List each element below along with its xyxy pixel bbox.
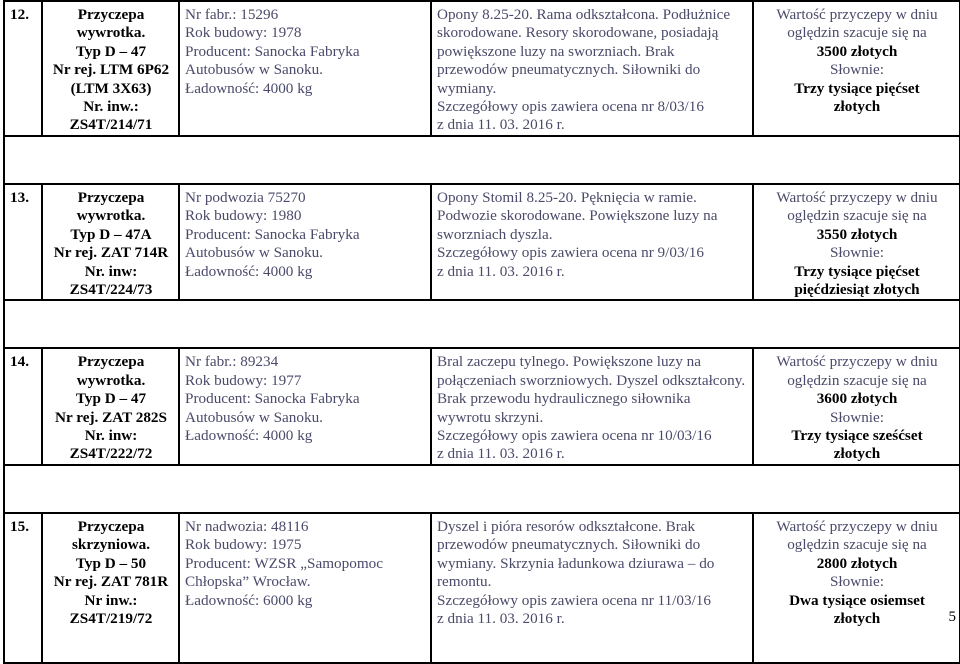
valuation-words-label: Słownie: [829,408,884,426]
item-valuation [753,1,960,136]
tech-line: Ładowność: 4000 kg [185,427,313,445]
description-line: z dnia 11. 03. 2016 r. [437,609,565,627]
title-line: Nr. inw: [84,427,138,445]
tech-line: Rok budowy: 1975 [185,536,302,554]
title-line: Typ D – 47 [75,390,147,408]
title-line: wywrotka. [76,371,146,389]
title-line: Nr rej. LTM 6P62 [52,61,170,79]
row-separator [4,300,960,348]
tech-line: Nr nadwozia: 48116 [185,517,309,535]
item-title [42,1,179,136]
item-technical-data [179,184,431,300]
title-line: ZS4T/224/73 [69,281,153,299]
valuation-words: pięćdziesiąt złotych [794,281,920,299]
row-separator [4,465,960,513]
tech-line: Nr fabr.: 15296 [185,6,279,23]
valuation-words: złotych [833,609,881,627]
separator-cell [4,300,960,348]
tech-line: Producent: WZSR „Samopomoc [185,554,383,572]
item-title [42,513,179,663]
valuation-text: oględzin szacuje się na [787,371,927,389]
description-line: Bral zaczepu tylnego. Powiększone luzy na połączeniach sworzniowych. Dyszel odkształcony. Brak przewodu hydraulicznego siłownika wywrotu skrzyni. [437,353,746,426]
description-line: Opony Stomil 8.25-20. Pęknięcia w ramie. Podwozie skorodowane. Powiększone luzy na sworzniach dyszla. [437,189,718,243]
title-line: skrzyniowa. [71,536,151,554]
tech-line: Ładowność: 4000 kg [185,262,313,280]
title-line: Nr rej. ZAT 714R [53,244,169,262]
item-number: 13. [4,184,42,300]
title-line: Przyczepa [77,189,145,206]
title-line: wywrotka. [76,24,146,42]
item-condition-description [431,348,753,464]
title-line: Przyczepa [77,353,145,371]
tech-line: Chłopska” Wrocław. [185,573,311,591]
title-line: ZS4T/219/72 [69,609,153,627]
assets-table [3,0,960,664]
tech-line: Nr fabr.: 89234 [185,353,279,371]
valuation-amount: 3500 złotych [816,42,898,60]
table-row [4,513,960,663]
description-line: Szczegółowy opis zawiera ocena nr 10/03/16 [437,427,712,445]
valuation-text: Wartość przyczepy w dniu [776,353,938,371]
valuation-words: Dwa tysiące osiemset [789,591,925,609]
tech-line: Producent: Sanocka Fabryka [185,42,360,60]
title-line: Nr rej. ZAT 781R [53,573,169,591]
description-line: z dnia 11. 03. 2016 r. [437,116,565,134]
table-row [4,184,960,300]
valuation-words: Trzy tysiące pięćset [794,79,920,97]
title-line: ZS4T/222/72 [69,445,153,463]
description-line: Szczegółowy opis zawiera ocena nr 9/03/16 [437,244,704,262]
tech-line: Autobusów w Sanoku. [185,244,323,262]
tech-line: Ładowność: 6000 kg [185,591,313,609]
valuation-words: Trzy tysiące pięćset [794,262,920,280]
valuation-words-label: Słownie: [829,573,884,591]
tech-line: Rok budowy: 1978 [185,24,302,42]
item-valuation [753,184,960,300]
separator-cell [4,136,960,184]
valuation-text: Wartość przyczepy w dniu [776,517,938,535]
valuation-words: złotych [833,98,881,116]
table-row [4,1,960,136]
valuation-text: Wartość przyczepy w dniu [776,189,938,206]
table-row [4,348,960,464]
title-line: Nr rej. ZAT 282S [55,408,167,426]
item-number: 14. [4,348,42,464]
item-number: 15. [4,513,42,663]
valuation-text: oględzin szacuje się na [787,207,927,225]
title-line: Nr inw.: [84,591,138,609]
item-title [42,184,179,300]
tech-line: Rok budowy: 1980 [185,207,302,225]
title-line: Przyczepa [77,517,145,535]
valuation-words: Trzy tysiące sześćset [791,427,923,445]
description-line: z dnia 11. 03. 2016 r. [437,445,565,463]
valuation-words: złotych [833,445,881,463]
valuation-amount: 3600 złotych [816,390,898,408]
title-line: Typ D – 47A [70,225,152,243]
valuation-text: oględzin szacuje się na [787,536,927,554]
description-line: Dyszel i pióra resorów odkształcone. Brak przewodów pneumatycznych. Siłowniki do wymiany. Skrzynia ładunkowa dziurawa – do remontu. [437,517,715,591]
separator-cell [4,465,960,513]
description-line: z dnia 11. 03. 2016 r. [437,262,565,280]
table-body [4,1,960,663]
item-condition-description [431,513,753,663]
valuation-words-label: Słownie: [829,61,884,79]
title-line: Przyczepa [77,6,145,23]
item-valuation [753,513,960,663]
tech-line: Autobusów w Sanoku. [185,61,323,79]
item-technical-data [179,1,431,136]
description-line: Szczegółowy opis zawiera ocena nr 11/03/16 [437,591,711,609]
tech-line: Ładowność: 4000 kg [185,79,313,97]
description-line: Opony 8.25-20. Rama odkształcona. Podłużnice skorodowane. Resory skorodowane, posiadają powiększone luzy na sworzniach. Brak przewodów pneumatycznych. Siłowniki do wymiany. [437,6,731,97]
valuation-amount: 2800 złotych [816,554,898,572]
item-technical-data [179,513,431,663]
tech-line: Nr podwozia 75270 [185,189,306,206]
item-valuation [753,348,960,464]
tech-line: Producent: Sanocka Fabryka [185,390,360,408]
item-condition-description [431,1,753,136]
page-number: 5 [948,608,956,625]
valuation-words-label: Słownie: [829,244,884,262]
row-separator [4,136,960,184]
item-number: 12. [4,1,42,136]
valuation-amount: 3550 złotych [816,225,898,243]
item-condition-description [431,184,753,300]
title-line: (LTM 3X63) [70,79,152,97]
title-line: Nr. inw.: [83,98,139,116]
title-line: wywrotka. [76,207,146,225]
title-line: Typ D – 47 [75,42,147,60]
description-line: Szczegółowy opis zawiera ocena nr 8/03/16 [437,98,704,116]
tech-line: Rok budowy: 1977 [185,371,302,389]
tech-line: Autobusów w Sanoku. [185,408,323,426]
item-technical-data [179,348,431,464]
title-line: ZS4T/214/71 [69,116,153,134]
title-line: Nr. inw: [84,262,138,280]
title-line: Typ D – 50 [75,554,147,572]
valuation-text: Wartość przyczepy w dniu [776,6,938,23]
tech-line: Producent: Sanocka Fabryka [185,225,360,243]
item-title [42,348,179,464]
valuation-text: oględzin szacuje się na [787,24,927,42]
